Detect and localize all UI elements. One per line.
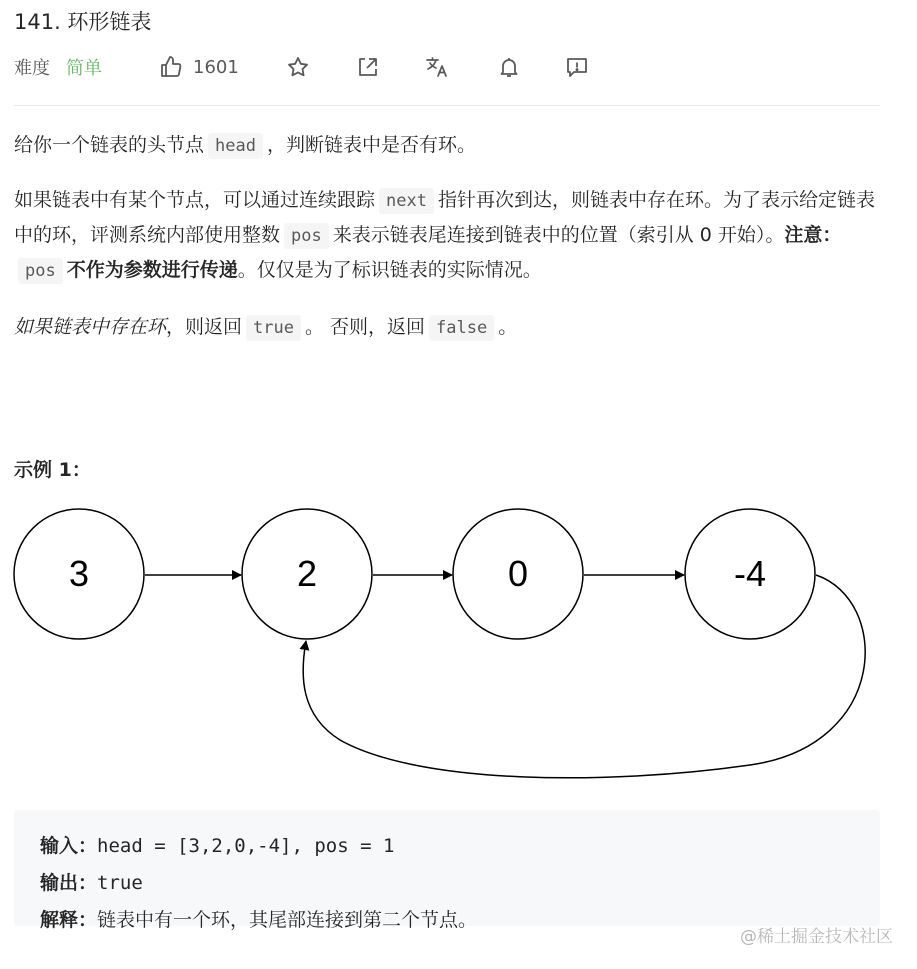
example-code-block: [14, 810, 880, 931]
inline-code: pos: [284, 223, 329, 249]
node-value: -4: [733, 553, 767, 594]
problem-description: [14, 128, 880, 365]
bell-icon: [497, 55, 521, 79]
input-value: head = [3,2,0,-4], pos = 1: [97, 835, 395, 857]
explanation-label: 解释：: [40, 909, 98, 931]
star-icon: [286, 55, 310, 79]
note-bold: 不作为参数进行传递: [66, 259, 238, 281]
list-node: [242, 509, 372, 639]
text: 。 否则，返回: [304, 316, 426, 338]
linked-list-diagram: [0, 500, 917, 790]
example-explanation-line: [40, 902, 854, 939]
share-button[interactable]: [356, 52, 380, 82]
note-label: 注意：: [784, 224, 842, 246]
feedback-button[interactable]: [565, 52, 589, 82]
feedback-icon: [565, 55, 589, 79]
text: 如果链表中有某个节点，可以通过连续跟踪: [14, 189, 376, 211]
text: 给你一个链表的头节点: [14, 134, 205, 156]
share-icon: [356, 55, 380, 79]
difficulty-badge: 简单: [66, 58, 102, 79]
text: ，判断链表中是否有环。: [266, 134, 476, 156]
example-output-line: [40, 865, 854, 902]
inline-code: pos: [18, 258, 63, 284]
explanation-value: 链表中有一个环，其尾部连接到第二个节点。: [97, 909, 478, 931]
list-node: [685, 509, 815, 639]
difficulty-label: 难度: [14, 58, 50, 79]
translate-button[interactable]: [425, 52, 451, 82]
problem-meta-bar: [14, 52, 894, 82]
text: 来表示链表尾连接到链表中的位置（索引从 0 开始）。: [332, 224, 785, 246]
output-label: 输出：: [40, 872, 98, 894]
text: 。仅仅是为了标识链表的实际情况。: [237, 259, 542, 281]
inline-code: false: [429, 315, 494, 341]
notify-button[interactable]: [497, 52, 521, 82]
like-count: 1601: [193, 56, 239, 78]
emphasis-text: 如果链表中存在环: [14, 316, 167, 338]
translate-icon: [425, 55, 451, 79]
header-divider: [14, 105, 880, 106]
text: ，则返回: [166, 316, 243, 338]
description-paragraph-3: [14, 310, 880, 345]
example-title: 示例 1：: [14, 459, 91, 481]
output-value: true: [97, 872, 143, 894]
input-label: 输入：: [40, 835, 98, 857]
text: 。: [498, 316, 518, 338]
favorite-button[interactable]: [286, 52, 310, 82]
inline-code: true: [246, 315, 301, 341]
list-node: [453, 509, 583, 639]
inline-code: next: [379, 188, 434, 214]
node-value: 0: [507, 553, 529, 594]
page-title: 141. 环形链表: [14, 10, 152, 34]
like-button[interactable]: [159, 52, 239, 82]
list-node: [14, 509, 144, 639]
description-paragraph-1: [14, 128, 880, 163]
node-value: 2: [296, 553, 318, 594]
node-value: 3: [68, 553, 90, 594]
thumb-up-icon: [159, 55, 183, 79]
watermark: @稀土掘金技术社区: [740, 927, 893, 947]
inline-code: head: [208, 133, 263, 159]
text: 指针再次到达，则链表中存在环。为了表示给定链表中的环，评测系统内部使用整数: [14, 189, 875, 246]
description-paragraph-2: [14, 183, 880, 288]
example-input-line: [40, 828, 854, 865]
